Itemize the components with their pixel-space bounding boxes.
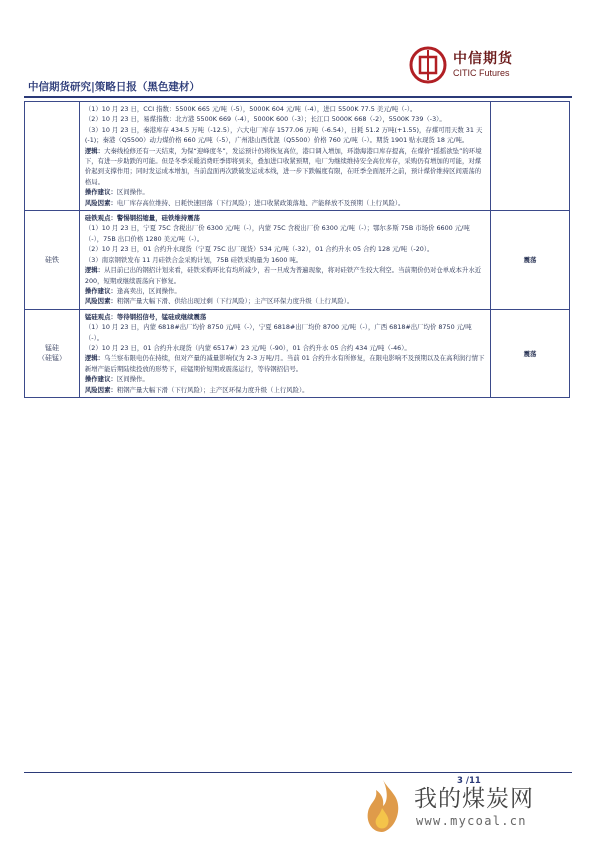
logo-name-cn: 中信期货 (453, 51, 513, 67)
paragraph (85, 385, 485, 395)
risk-text: 电厂库存高位维持、日耗快速回落（下行风险）；进口收紧政策落地、产能释放不及预期（上行风险）。 (116, 198, 405, 207)
paragraph: （1）10 月 23 日，内蒙 6818#出厂均价 8750 元/吨（-），宁夏 6818#出厂均价 8700 元/吨（-），广西 6818#出厂均价 8750 元/吨（-）。 (84, 323, 472, 342)
risk-label: 风险因素： (84, 297, 117, 306)
logic-text: 乌兰察布限电仍在持续，但对产量的减量影响仅为 2-3 万吨/月。当前 01 合约升水有所修复，在限电影响不及预期以及在高利润行情下新增产能后期陆续投放的形势下，硅锰期价短期或震荡运行，等待钢招信号。 (84, 354, 485, 373)
view-cell (490, 102, 569, 211)
analysis-cell (79, 309, 490, 397)
view-cell: 震荡 (490, 309, 569, 397)
table-row-silicomanganese (25, 309, 570, 397)
risk-text: 粗钢产量大幅下滑（下行风险）；主产区环保力度升级（上行风险）。 (116, 385, 309, 394)
view-cell: 震荡 (490, 211, 569, 310)
paragraph: （2）10 月 23 日，01 合约升水现货（宁夏 75C 出厂现货）534 元/吨（-32），01 合约升水 05 合约 128 元/吨（-20）。 (84, 245, 434, 254)
advice-label: 操作建议： (84, 286, 117, 295)
flame-icon (360, 778, 406, 834)
advice-label: 操作建议： (84, 375, 117, 384)
table-row-coal (25, 102, 570, 211)
viewpoint-text: 等待钢招信号，锰硅或继续震荡 (116, 312, 207, 321)
paragraph: （3）南京钢铁发布 11 月硅铁合金采购计划，75B 硅铁采购量为 1600 吨。 (84, 255, 303, 264)
paragraph: （2）10 月 23 日，01 合约升水现货（内蒙 6517#）23 元/吨（-90），01 合约升水 05 合约 434 元/吨（-46）。 (84, 343, 411, 352)
risk-label: 风险因素： (84, 198, 117, 207)
header-divider (24, 96, 572, 98)
paragraph: （1）10 月 23 日，CCI 指数：5500K 665 元/吨（-5），5000K 604 元/吨（-4），进口 5500K 77.5 美元/吨（-）。 (84, 105, 417, 113)
risk-label: 风险因素： (84, 385, 117, 394)
paragraph: （1）10 月 23 日，宁夏 75C 含税出厂价 6300 元/吨（-），内蒙 75C 含税出厂价 6300 元/吨（-）；鄂尔多斯 75B 市场价 6600 元/吨（-），75B 出口价格 1280 美元/吨（-）。 (84, 224, 470, 243)
paragraph (85, 265, 485, 286)
watermark-url: www.mycoal.cn (416, 814, 527, 828)
watermark-site-name: 我的煤炭网 (414, 786, 534, 812)
advice-text: 区间操作。 (116, 188, 149, 197)
report-header-title: 中信期货研究|策略日报（黑色建材） (28, 81, 200, 93)
viewpoint-label: 硅铁观点： (84, 214, 117, 223)
analysis-cell (79, 211, 490, 310)
strategy-table (24, 101, 570, 398)
paragraph (85, 198, 485, 208)
paragraph (85, 187, 485, 197)
paragraph (85, 353, 485, 374)
logic-label: 逻辑： (84, 354, 105, 363)
viewpoint-text: 警惕钢招缩量，硅铁维持震荡 (116, 214, 200, 223)
table-row-ferrosilicon (25, 211, 570, 310)
category-cell: 硅铁 (25, 211, 80, 310)
logic-label: 逻辑： (84, 266, 105, 275)
viewpoint-label: 锰硅观点： (84, 312, 117, 321)
viewpoint-heading (85, 312, 485, 322)
paragraph: （3）10 月 23 日，秦港库存 434.5 万吨（-12.5），六大电厂库存 1577.06 万吨（-6.54），日耗 51.2 万吨(+1.55)，存煤可用天数 31 天(-1)；秦港（Q5500）动力煤价格 660 元/吨（-5），广州港山西优混（Q5500）价格 760 元/吨（-）。期货 1901 贴水现货 18 元/吨。 (84, 125, 483, 145)
advice-text: 逢高卖出，区间操作。 (116, 286, 181, 295)
citic-logo-icon (409, 46, 447, 84)
paragraph (85, 146, 485, 188)
logic-label: 逻辑： (84, 146, 105, 155)
logic-text: 大秦线检修还有一天结束，为保“迎峰度冬”，发运预计仍将恢复高位，港口调入增加，环渤海港口库存提高，在煤价“摇摇欲坠”的环境下，有进一步助跌的可能。但是冬季采暖消费旺季即将到来，叠加进口收紧预期，电厂为继续维持安全高位库存，采购仍有增加的可能，对煤价起到支撑作用；同时发运成本增加，当前盘面再次跌破发运成本线，进一步下跌幅度有限，在旺季全面展开之前，预计煤价维持区间震荡的格局。 (84, 146, 482, 186)
category-name: 锰硅 (44, 344, 59, 353)
paragraph: （2）10 月 23 日，易煤指数：北方港 5500K 669（-4），5000K 600（-3）；长江口 5000K 668（-2），5500K 739（-3）。 (84, 115, 446, 124)
mycoal-watermark (360, 770, 580, 840)
paragraph (85, 296, 485, 306)
category-alias: （硅锰） (37, 354, 66, 363)
viewpoint-heading (85, 213, 485, 223)
page-number: 3 /11 (457, 776, 481, 786)
category-cell (25, 102, 80, 211)
analysis-cell (79, 102, 490, 211)
category-cell (25, 309, 80, 397)
citic-futures-logo (409, 46, 544, 86)
paragraph (85, 374, 485, 384)
logo-name-en: CITIC Futures (453, 68, 510, 78)
risk-text: 粗钢产量大幅下滑、供给出现过剩（下行风险）；主产区环保力度升级（上行风险）。 (116, 297, 354, 306)
logic-text: 从目前已出的钢招计划来看，硅铁采购环比有均所减少，若一旦成为普遍现象，将对硅铁产生较大利空。当前期价仍对仓单成本升水近 200，短期或继续震荡向下修复。 (84, 266, 482, 285)
paragraph (85, 286, 485, 296)
advice-text: 区间操作。 (116, 375, 149, 384)
advice-label: 操作建议： (84, 188, 117, 197)
